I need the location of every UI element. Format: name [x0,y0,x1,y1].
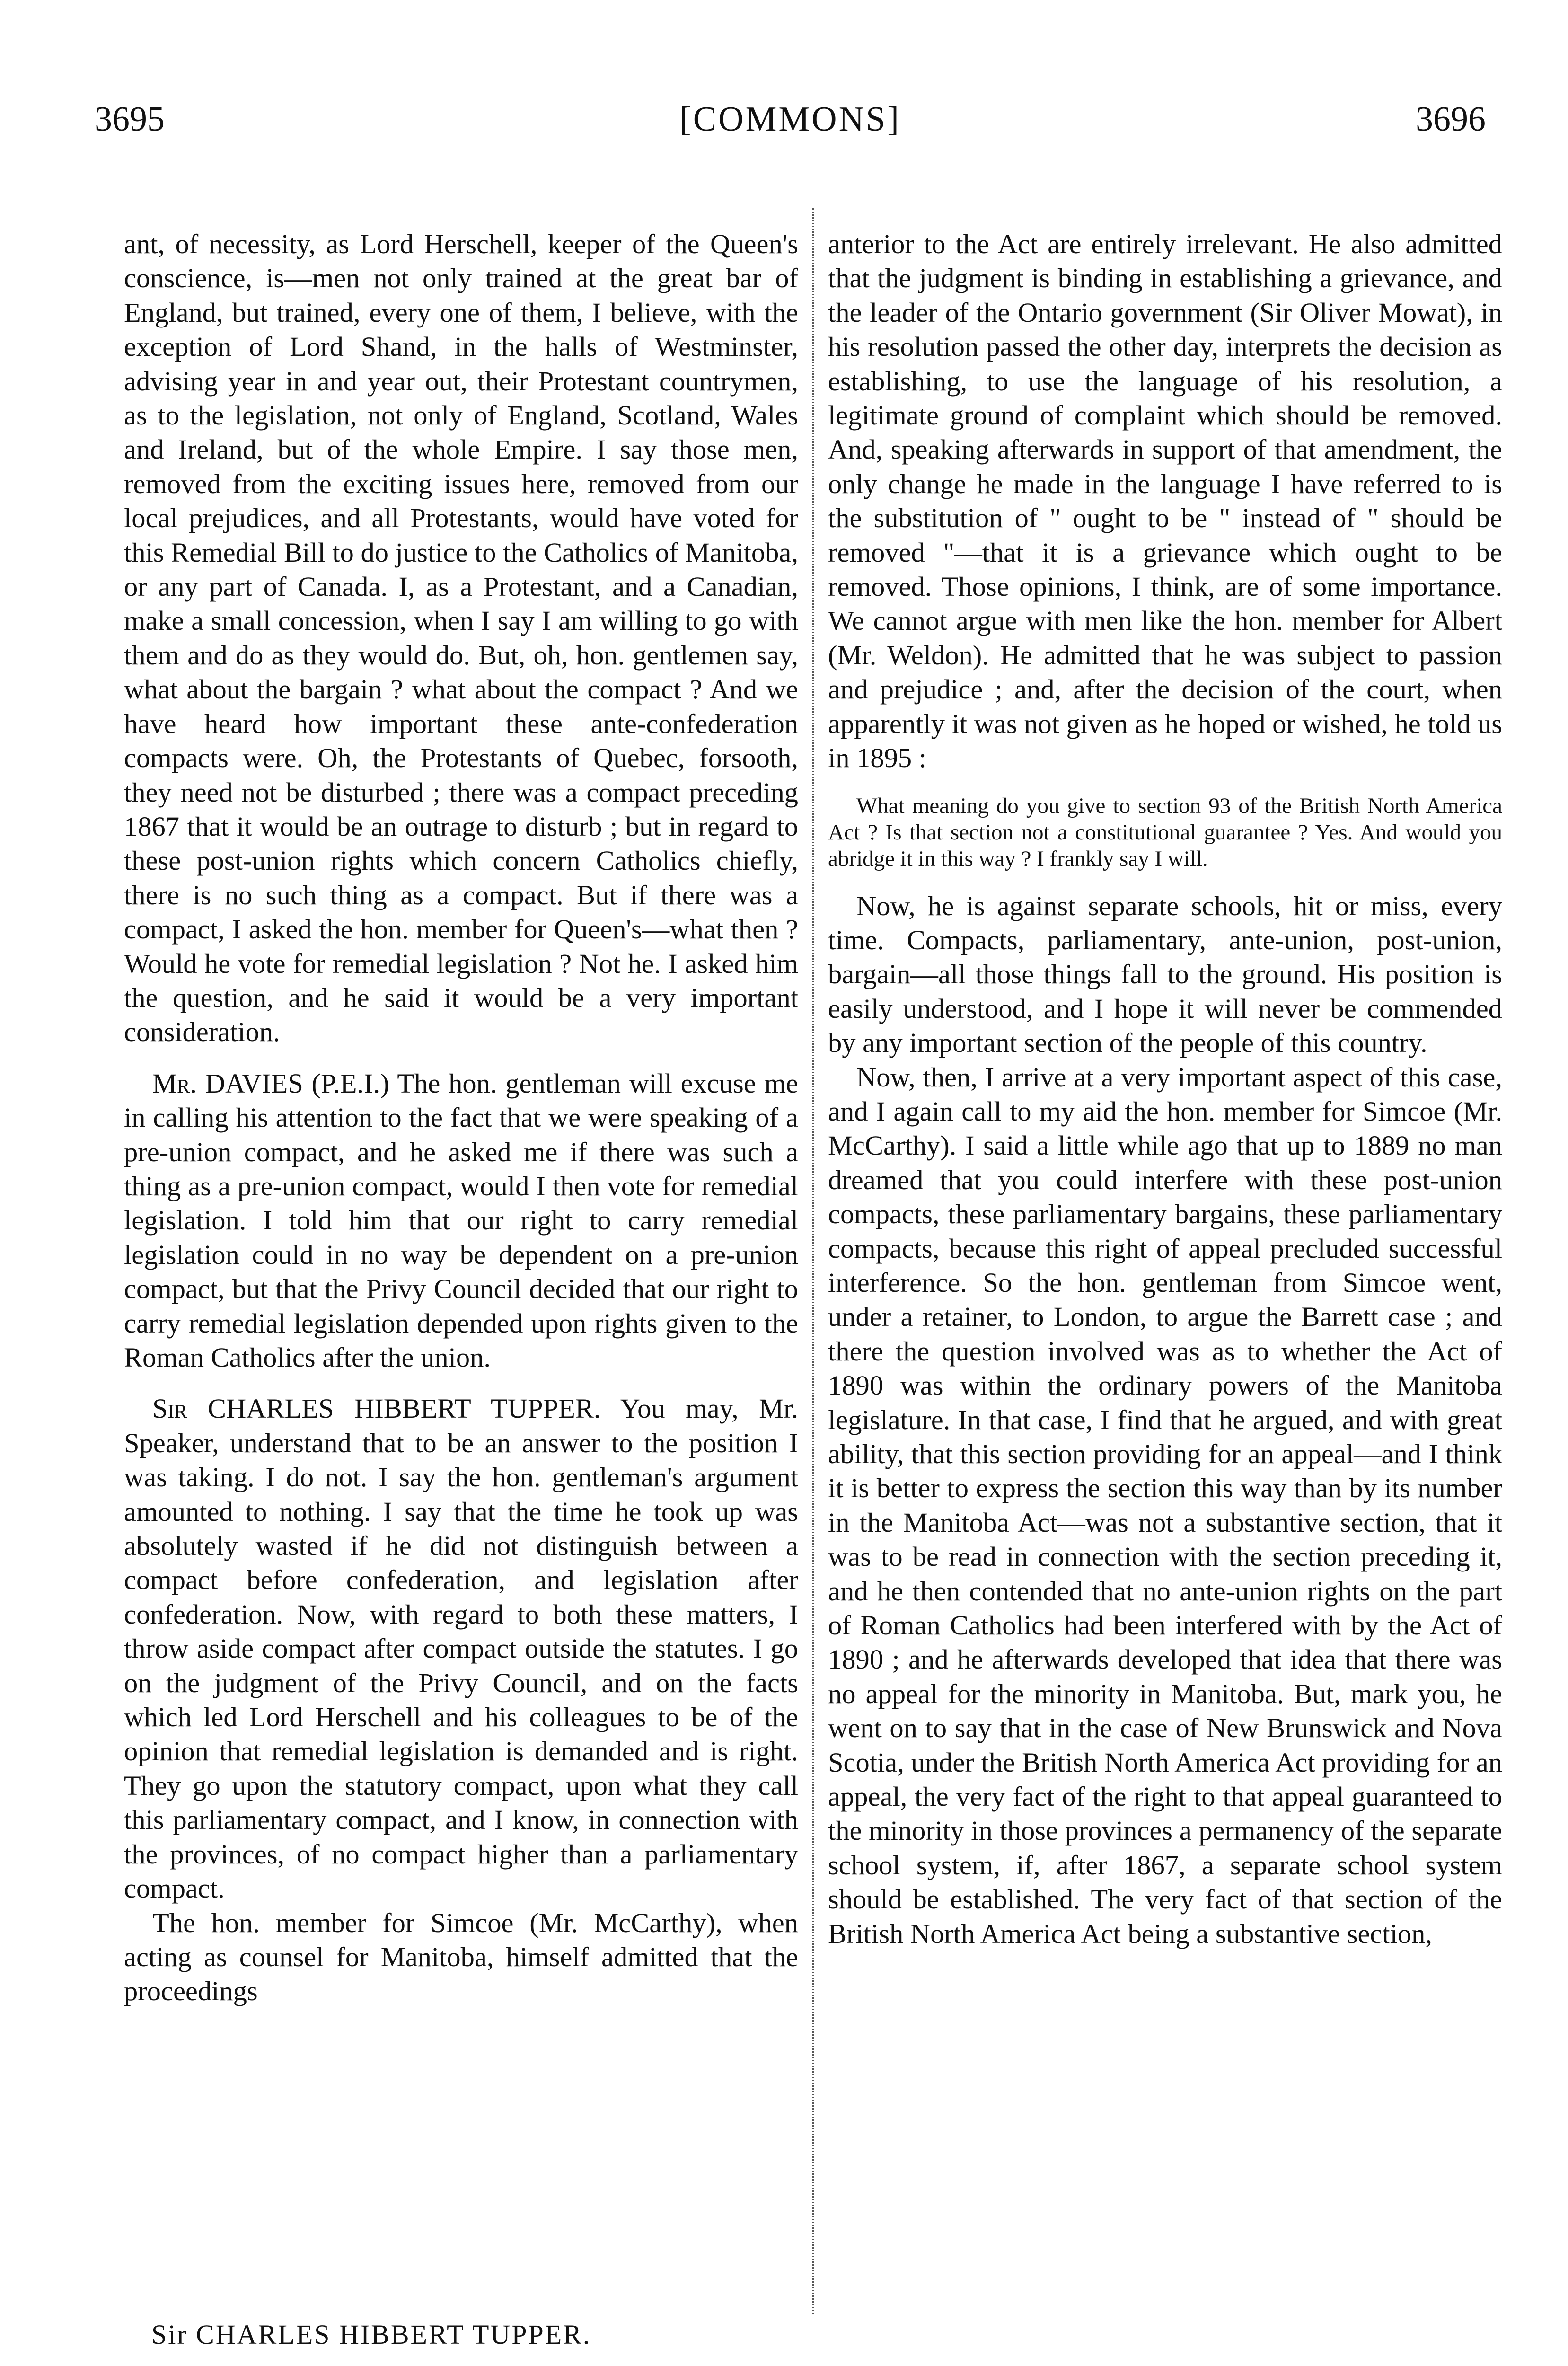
block-quote: What meaning do you give to section 93 of the British North America Act ? Is that section not a constitutional guarantee ? Yes. And would you abridge it in this way ? I frankly say I will. [828,793,1502,871]
right-column [828,227,1502,1951]
paragraph: anterior to the Act are entirely irrelevant. He also admitted that the judgment is binding in establishing a grievance, and the leader of the Ontario government (Sir Oliver Mowat), in his resolution passed the other day, interprets the decision as establishing, to use the language of his resolution, a legitimate ground of complaint which should be removed. And, speaking afterwards in support of that amendment, the only change he made in the language I have referred to is the substitution of " ought to be " instead of " should be removed "—that it is a grievance which ought to be removed. Those opinions, I think, are of some importance. We cannot argue with men like the hon. member for Albert (Mr. Weldon). He admitted that he was subject to passion and prejudice ; and, after the decision of the court, when apparently it was not given as he hoped or wished, he told us in 1895 : [828,229,1502,774]
page-header [95,99,1486,142]
speaker-name: Mr. DAVIES (P.E.I.) [152,1068,389,1099]
paragraph: Now, he is against separate schools, hit or miss, every time. Compacts, parliamentary, ante-union, post-union, bargain—all those things fall to the ground. His position is easily understood, and I hope it will never be commended by any important section of the people of this country. [828,890,1502,1059]
page-number-right: 3696 [1416,100,1486,139]
left-column [124,227,798,2009]
header-title: [COMMONS] [679,100,901,139]
footer-speaker-name: Sir CHARLES HIBBERT TUPPER. [151,2319,591,2350]
paragraph: ant, of necessity, as Lord Herschell, keeper of the Queen's conscience, is—men not only trained at the great bar of England, but trained, every one of them, I believe, with the exception of Lord Shand, in the halls of Westminster, advising year in and year out, their Protestant countrymen, as to the legislation, not only of England, Scotland, Wales and Ireland, but of the whole Empire. I say those men, removed from the exciting issues here, removed from our local prejudices, and all Protestants, would have voted for this Remedial Bill to do justice to the Catholics of Manitoba, or any part of Canada. I, as a Protestant, and a Canadian, make a small concession, when I say I am willing to go with them and do as they would do. But, oh, hon. gentlemen say, what about the bargain ? what about the compact ? And we have heard how important these ante-confederation compacts were. Oh, the Protestants of Quebec, forsooth, they need not be disturbed ; there was a compact preceding 1867 that it would be an outrage to disturb ; but in regard to these post-union rights which concern Catholics chiefly, there is no such thing as a compact. But if there was a compact, I asked the hon. member for Queen's—what then ? Would he vote for remedial legislation ? Not he. I asked him the question, and he said it would be a very important consideration. [124,229,798,1048]
paragraph: Now, then, I arrive at a very important aspect of this case, and I again call to my aid the hon. member for Simcoe (Mr. McCarthy). I said a little while ago that up to 1889 no man dreamed that you could interfere with these post-union compacts, these parliamentary bargains, these parliamentary compacts, because this right of appeal precluded successful interference. So the hon. gentleman from Simcoe went, under a retainer, to London, to argue the Barrett case ; and there the question involved was as to whether the Act of 1890 was within the ordinary powers of the Manitoba legislature. In that case, I find that he argued, and with great ability, that this section providing for an appeal—and I think it is better to express the section this way than by its number in the Manitoba Act—was not a substantive section, that it was to be read in connection with the section preceding it, and he then contended that no ante-union rights on the part of Roman Catholics had been interfered with by the Act of 1890 ; and he afterwards developed that idea that there was no appeal for the minority in Manitoba. But, mark you, he went on to say that in the case of New Brunswick and Nova Scotia, under the British North America Act providing for an appeal, the very fact of the right to that appeal guaranteed to the minority in those provinces a permanency of the separate school system, if, after 1867, a separate school system should be established. The very fact of that section of the British North America Act being a substantive section, [828,1061,1502,1949]
paragraph: The hon. member for Simcoe (Mr. McCarthy), when acting as counsel for Manitoba, himself admitted that the proceedings [124,1907,798,2007]
paragraph [124,1067,798,1375]
page-number-left: 3695 [95,100,165,139]
speech-text: The hon. gentleman will excuse me in calling his attention to the fact that we were speaking of a pre-union compact, and he asked me if there was such a thing as a pre-union compact, would I then vote for remedial legislation. I told him that our right to carry remedial legislation could in no way be dependent on a pre-union compact, but that the Privy Council decided that our right to carry remedial legislation depended upon rights given to the Roman Catholics after the union. [124,1068,798,1373]
speaker-name: Sir CHARLES HIBBERT TUPPER. [152,1393,601,1424]
paragraph [124,1392,798,1906]
speech-text: You may, Mr. Speaker, understand that to be an answer to the position I was taking. I do not. I say the hon. gentleman's argument amounted to nothing. I say that the time he took up was absolutely wasted if he did not distinguish between a compact before confederation, and legislation after confederation. Now, with regard to both these matters, I throw aside compact after compact outside the statutes. I go on the judgment of the Privy Council, and on the facts which led Lord Herschell and his colleagues to be of the opinion that remedial legislation is demanded and is right. They go upon the statutory compact, upon what they call this parliamentary compact, and I know, in connection with the provinces, of no compact higher than a parliamentary compact. [124,1393,798,1904]
column-divider [812,208,814,2314]
